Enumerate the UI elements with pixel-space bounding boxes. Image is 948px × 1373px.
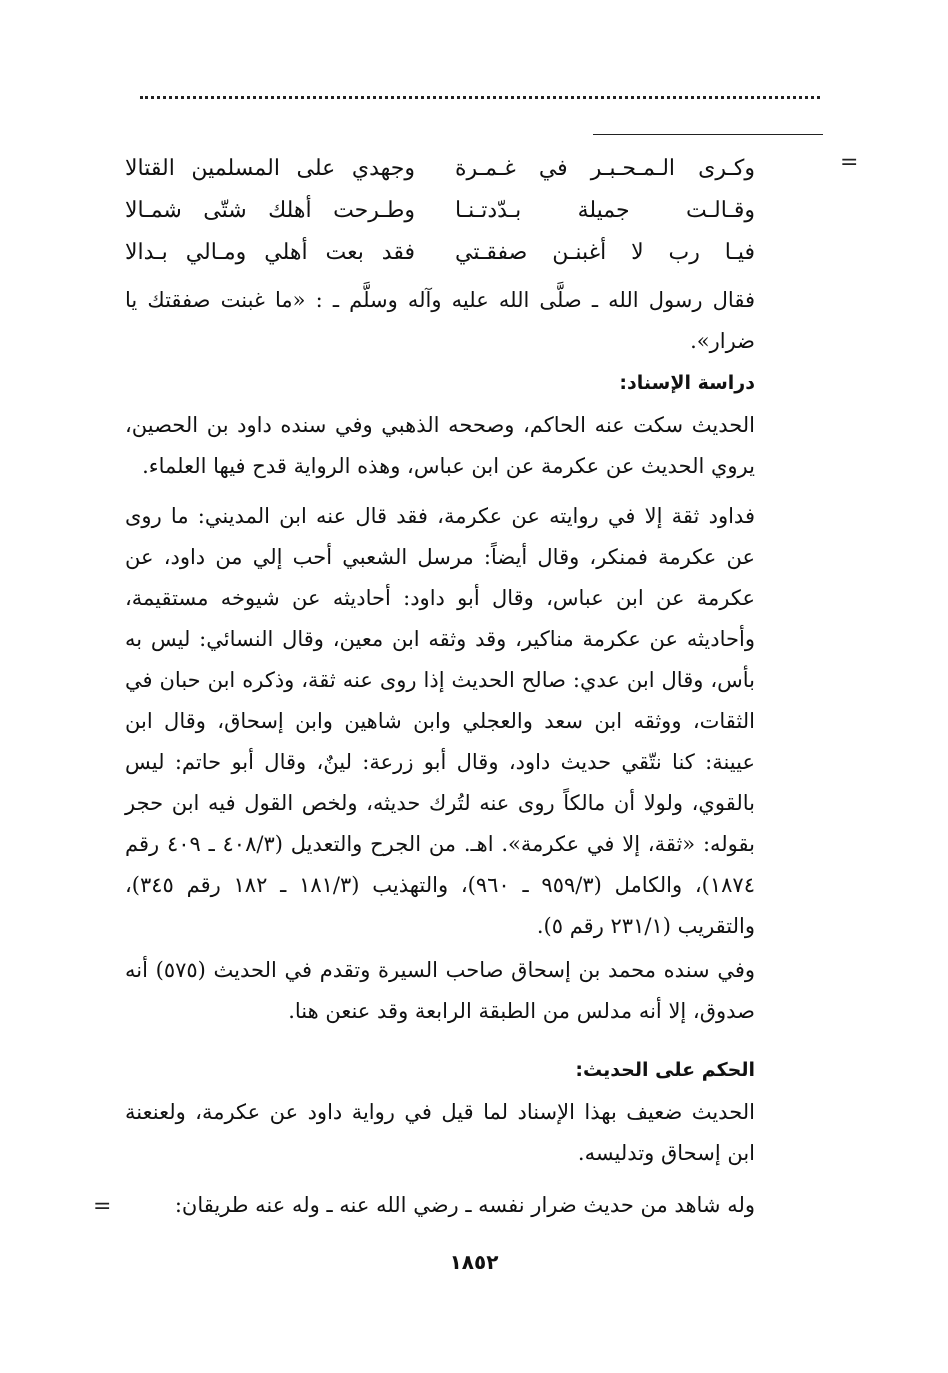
page-number: ١٨٥٢ (449, 1250, 499, 1274)
poem-verse (125, 234, 755, 276)
poem-verse (125, 150, 755, 192)
verse-second-hemistich: وجهدي على المسلمين القتالا (125, 156, 415, 181)
paragraph-isnad-summary: الحديث سكت عنه الحاكم، وصححه الذهبي وفي سنده داود بن الحصين، يروي الحديث عن عكرمة عن ابن عباس، وهذه الرواية قدح فيها العلماء. (125, 413, 755, 478)
verse-second-hemistich: فقد بعت أهلي ومـالي بـدالا (125, 240, 415, 265)
poem-block (125, 150, 755, 276)
continuation-mark-top: = (840, 150, 859, 175)
footnote-rule (593, 134, 823, 135)
continuation-mark-bottom: = (93, 1194, 112, 1219)
verse-second-hemistich: وطـرحت أهلك شتّى شمـالا (125, 198, 415, 223)
verse-first-hemistich: وقـالـت جميلة بـدّدتـنـا (455, 198, 755, 223)
verse-first-hemistich: فيـا رب لا أغبنـن صفقـتي (455, 240, 755, 265)
paragraph-ibn-ishaq: وفي سنده محمد بن إسحاق صاحب السيرة وتقدم في الحديث (٥٧٥) أنه صدوق، إلا أنه مدلس من الطبقة الرابعة وقد عنعن هنا. (125, 958, 755, 1023)
poem-verse (125, 192, 755, 234)
top-dotted-separator (140, 96, 820, 109)
verse-first-hemistich: وكـرى الـمـحـبـر في غـمـرة (455, 156, 755, 181)
heading-ruling: الحكم على الحديث: (575, 1059, 755, 1081)
paragraph-ruling: الحديث ضعيف بهذا الإسناد لما قيل في رواية داود عن عكرمة، ولعنعنة ابن إسحاق وتدليسه. (125, 1100, 755, 1165)
paragraph-dawud-narrator: فداود ثقة إلا في روايته عن عكرمة، فقد قال عنه ابن المديني: ما روى عن عكرمة فمنكر، وقال أيضاً: مرسل الشعبي أحب إلي من داود، عن عكرمة عن ابن عباس، وقال أبو داود: أحاديثه عن شيوخه مستقيمة، وأحاديثه عن عكرمة مناكير، وقد وثقه ابن معين، وقال النسائي: ليس به بأس، وقال ابن عدي: صالح الحديث إذا روى عنه ثقة، وذكره ابن حبان في الثقات، ووثقه ابن سعد والعجلي وابن شاهين وابن إسحاق، وقال ابن عيينة: كنا نتّقي حديث داود، وقال أبو زرعة: لينٌ، وقال أبو حاتم: ليس بالقوي، ولولا أن مالكاً روى عنه لتُرك حديثه، ولخص القول فيه ابن حجر بقوله: «ثقة، إلا في عكرمة». اهـ. من الجرح والتعديل (٤٠٨/٣ ـ ٤٠٩ رقم ١٨٧٤)، والكامل (٩٥٩/٣ ـ ٩٦٠)، والتهذيب (١٨١/٣ ـ ١٨٢ رقم ٣٤٥)، والتقريب (٢٣١/١ رقم ٥). (125, 504, 755, 938)
paragraph-hadith-ending: فقال رسول الله ـ صلَّى الله عليه وآله وسلَّم ـ : «ما غبنت صفقتك يا ضرار». (125, 288, 755, 353)
heading-isnad-study: دراسة الإسناد: (619, 372, 755, 394)
paragraph-shahid: وله شاهد من حديث ضرار نفسه ـ رضي الله عنه ـ وله عنه طريقان: (174, 1193, 755, 1217)
